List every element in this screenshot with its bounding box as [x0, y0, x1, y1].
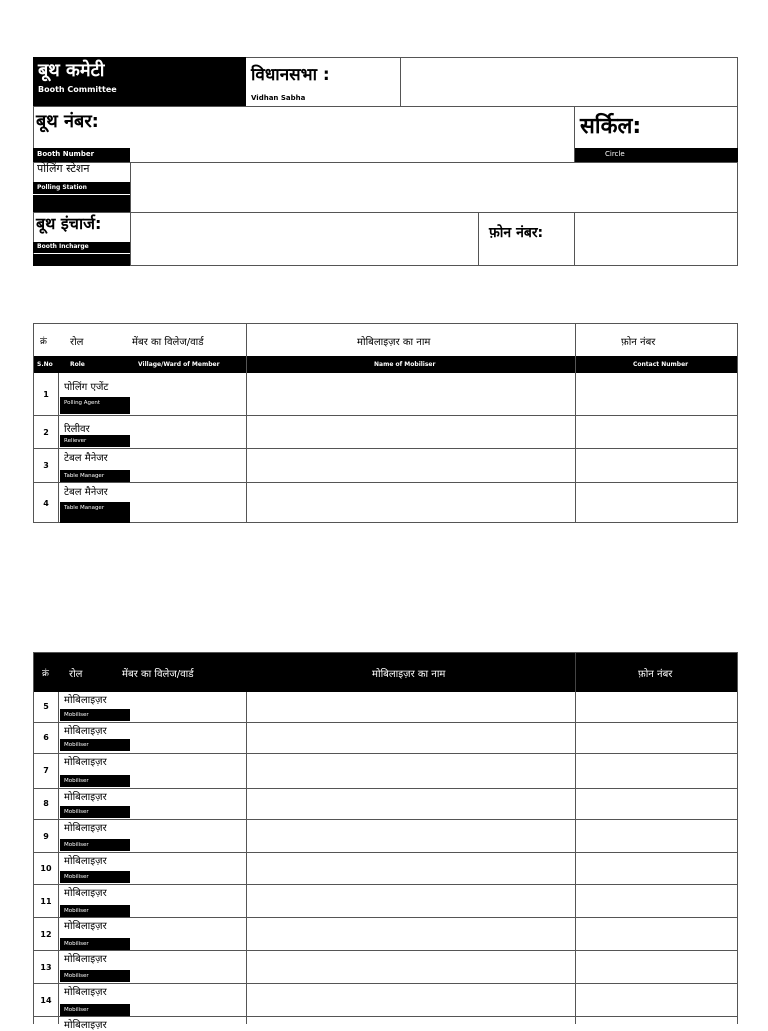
t1-subheader-role: Role — [70, 361, 85, 368]
table-row — [34, 373, 737, 415]
row-sno: 12 — [40, 930, 52, 939]
t1-header-sno: क्रं — [40, 337, 47, 347]
row-role: मोबिलाइज़र — [64, 954, 107, 965]
row-sno: 8 — [43, 799, 49, 808]
t1-subheader-phone: Contact Number — [633, 361, 689, 368]
t2-header-mobiliser: मोबिलाइज़र का नाम — [372, 669, 446, 680]
table-row — [34, 788, 737, 819]
polling-station-label: पोलिंग स्टेशन — [37, 162, 90, 175]
polling-station-tag — [33, 182, 130, 213]
booth-incharge-label: बूथ इंचार्ज: — [36, 214, 102, 233]
vidhan-sabha-sublabel: Vidhan Sabha — [251, 94, 306, 102]
booth-incharge-tag-2 — [33, 254, 130, 266]
row-sno: 2 — [43, 428, 49, 437]
row-role-tag: Reliever — [60, 435, 130, 447]
t2-header-role: रोल — [69, 669, 83, 680]
t2-header-vline — [575, 653, 576, 692]
row-sno: 4 — [43, 499, 49, 508]
row-sno: 5 — [43, 702, 49, 711]
row-role: मोबिलाइज़र — [64, 921, 107, 932]
t1-header-village: मेंबर का विलेज/वार्ड — [132, 337, 204, 348]
row-role: पोलिंग एजेंट — [64, 382, 109, 393]
row-role-tag: Mobiliser — [60, 871, 130, 883]
table-row — [34, 917, 737, 950]
row-sno: 9 — [43, 832, 49, 841]
row-role: मोबिलाइज़र — [64, 726, 107, 737]
table-row — [34, 884, 737, 917]
table-row — [34, 819, 737, 852]
table-row — [34, 722, 737, 753]
row-sno: 7 — [43, 766, 49, 775]
vidhan-sabha-label: विधानसभा : — [251, 65, 330, 85]
table-row — [34, 753, 737, 788]
booth-number-label: बूथ नंबर: — [36, 111, 99, 132]
table-row — [34, 448, 737, 482]
booth-number-tag — [33, 148, 130, 162]
row-role-tag: Mobiliser — [60, 970, 130, 982]
row-role: मोबिलाइज़र — [64, 823, 107, 834]
row-sno: 13 — [40, 963, 52, 972]
t2-header-sno: क्रं — [42, 669, 49, 679]
row-role: मोबिलाइज़र — [64, 695, 107, 706]
circle-label: सर्किल: — [580, 114, 642, 139]
members-table-2 — [33, 652, 738, 1031]
row-role-tag: Mobiliser — [60, 938, 130, 950]
circle-sublabel: Circle — [605, 150, 625, 158]
row-role-tag: Mobiliser — [60, 739, 130, 751]
row-role-tag: Mobiliser — [60, 806, 130, 818]
row-role-tag: Table Manager — [60, 470, 130, 482]
vidhan-sabha-field[interactable] — [401, 58, 737, 106]
row-sno: 3 — [43, 461, 49, 470]
polling-station-sublabel: Polling Station — [37, 184, 87, 191]
row-role-tag: Polling Agent — [60, 397, 130, 414]
polling-station-white-gap — [33, 194, 130, 195]
t2-header-phone: फ़ोन नंबर — [638, 669, 673, 680]
booth-number-field[interactable] — [160, 107, 574, 161]
row-role-tag: Mobiliser — [60, 905, 130, 917]
phone-divider-left — [478, 212, 479, 266]
booth-incharge-sublabel: Booth Incharge — [37, 243, 89, 250]
table-row — [34, 415, 737, 448]
row-role-tag: Table Manager — [60, 502, 130, 523]
row-role: मोबिलाइज़र — [64, 987, 107, 998]
booth-committee-box — [33, 57, 246, 106]
polling-station-field[interactable] — [131, 163, 737, 212]
t1-subheader — [34, 356, 737, 373]
row-sno: 14 — [40, 996, 52, 1005]
booth-committee-title: बूथ कमेटी — [38, 60, 105, 81]
row-role: मोबिलाइज़र — [64, 757, 107, 768]
phone-number-label: फ़ोन नंबर: — [489, 225, 544, 241]
t2-header-village: मेंबर का विलेज/वार्ड — [122, 669, 194, 680]
table-row — [34, 482, 737, 523]
row-role: टेबल मैनेजर — [64, 453, 108, 464]
row-role: टेबल मैनेजर — [64, 487, 108, 498]
row-role: मोबिलाइज़र — [64, 792, 107, 803]
t1-subheader-mobiliser: Name of Mobiliser — [374, 361, 436, 368]
t1-header-phone: फ़ोन नंबर — [621, 337, 656, 348]
t1-subheader-sno: S.No — [37, 361, 53, 368]
t2-header — [34, 653, 737, 692]
row-sno: 11 — [40, 897, 52, 906]
row-sno: 1 — [43, 390, 49, 399]
booth-incharge-tag — [33, 242, 130, 253]
table-row — [34, 1016, 737, 1031]
phone-number-field[interactable] — [575, 213, 737, 265]
row-role: मोबिलाइज़र — [64, 888, 107, 899]
row-role-tag: Mobiliser — [60, 1004, 130, 1016]
table-row — [34, 852, 737, 884]
t1-header-role: रोल — [70, 337, 84, 348]
row-sno: 6 — [43, 733, 49, 742]
row-role-tag: Mobiliser — [60, 709, 130, 721]
members-table-1 — [33, 323, 738, 523]
row-role: मोबिलाइज़र — [64, 1020, 107, 1031]
table-row — [34, 692, 737, 722]
table-row — [34, 950, 737, 983]
t1-header-mobiliser: मोबिलाइज़र का नाम — [357, 337, 431, 348]
row-role: रिलीवर — [64, 424, 90, 435]
table-row — [34, 983, 737, 1016]
booth-incharge-field[interactable] — [131, 213, 478, 265]
row-role-tag: Mobiliser — [60, 775, 130, 787]
booth-committee-subtitle: Booth Committee — [38, 85, 117, 94]
booth-number-sublabel: Booth Number — [37, 150, 95, 158]
t1-subheader-village: Village/Ward of Member — [138, 361, 220, 368]
row-role-tag: Mobiliser — [60, 839, 130, 851]
circle-tag — [575, 148, 738, 162]
row-role: मोबिलाइज़र — [64, 856, 107, 867]
row-sno: 10 — [40, 864, 52, 873]
